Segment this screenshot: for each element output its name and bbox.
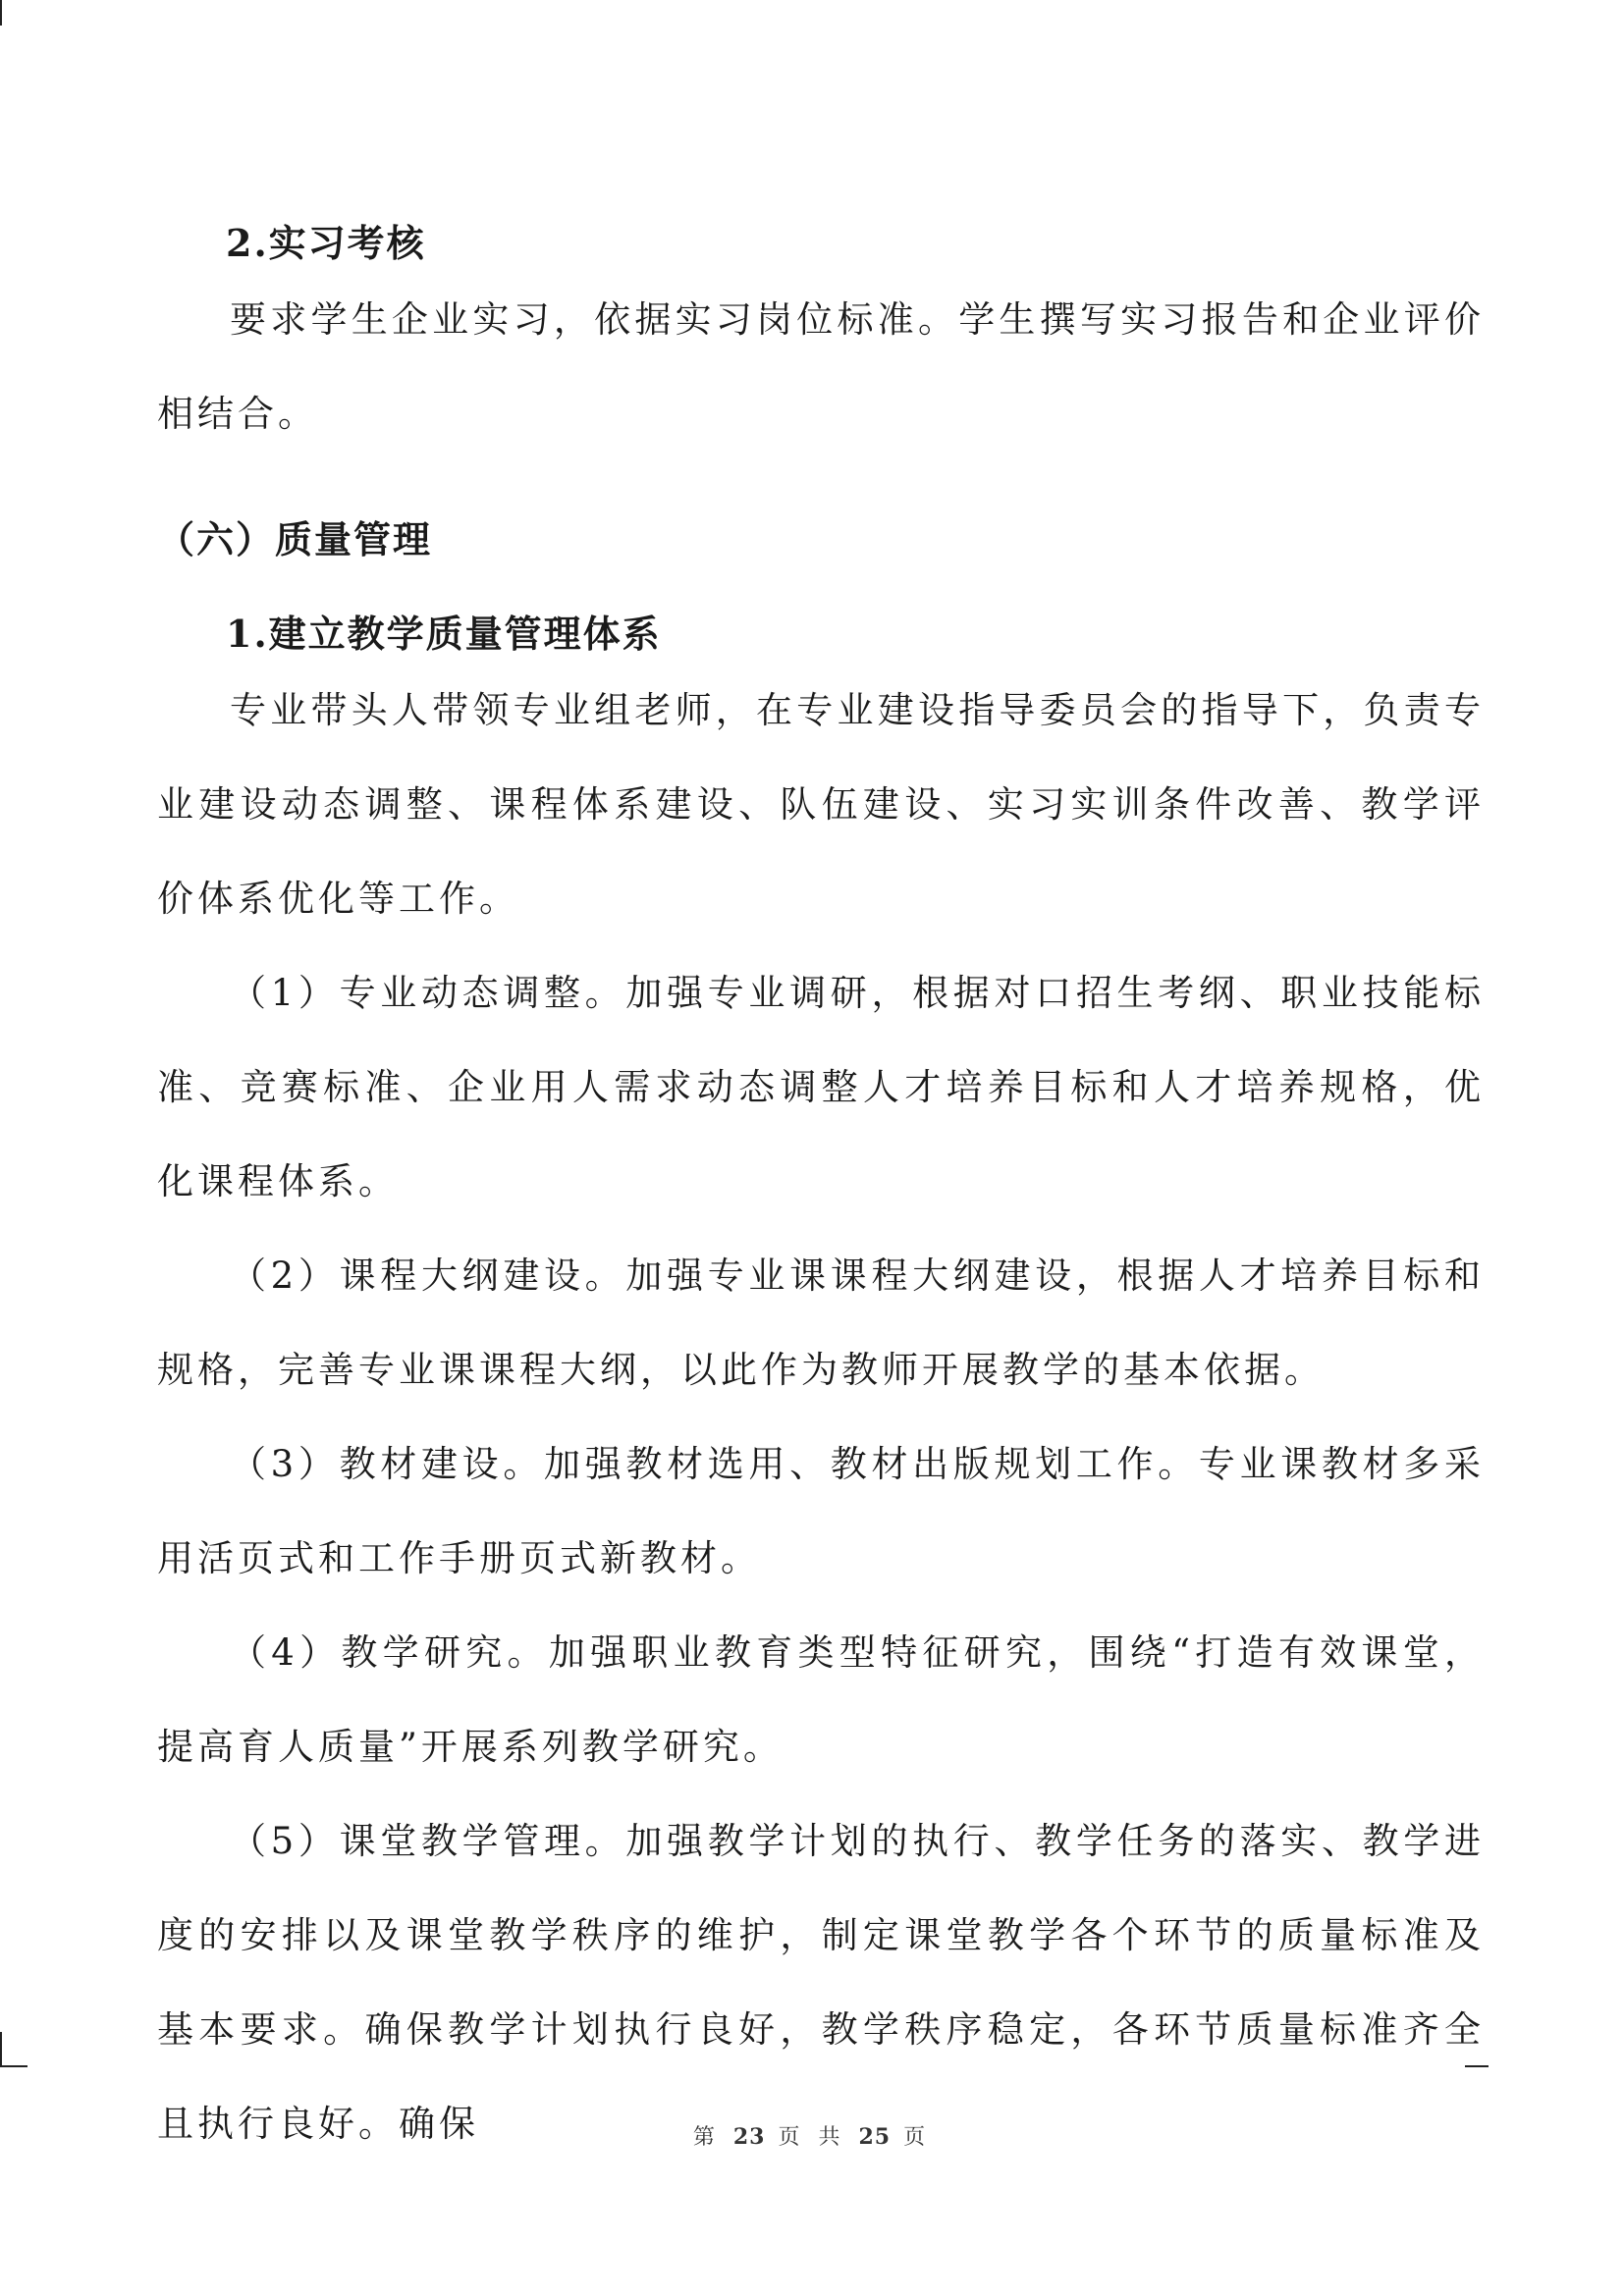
subheading-quality-system: 1.建立教学质量管理体系 <box>226 612 662 656</box>
subheading-internship-assessment: 2.实习考核 <box>226 221 426 265</box>
footer-prefix: 第 <box>692 2125 721 2150</box>
paragraph-item-2: （2）课程大纲建设。加强专业课课程大纲建设，根据人才培养目标和规格，完善专业课课程大纲，以此作为教师开展教学的基本依据。 <box>157 1255 1485 1391</box>
crop-mark-bottom-left-vertical <box>0 2032 2 2065</box>
crop-mark-bottom-right-horizontal <box>1465 2065 1489 2067</box>
crop-mark-bottom-left-horizontal <box>0 2065 27 2067</box>
page-footer <box>0 2120 1624 2151</box>
paragraph-item-5: （5）课堂教学管理。加强教学计划的执行、教学任务的落实、教学进度的安排以及课堂教学秩序的维护，制定课堂教学各个环节的质量标准及基本要求。确保教学计划执行良好，教学秩序稳定，各环节质量标准齐全且执行良好。确保 <box>157 1820 1485 2145</box>
footer-current-page: 23 <box>732 2124 766 2150</box>
paragraph-item-1: （1）专业动态调整。加强专业调研，根据对口招生考纲、职业技能标准、竞赛标准、企业用人需求动态调整人才培养目标和人才培养规格，优化课程体系。 <box>157 972 1485 1202</box>
page-content <box>157 214 1485 2171</box>
crop-mark-top-left-vertical <box>0 0 2 26</box>
paragraph-item-3: （3）教材建设。加强教材选用、教材出版规划工作。专业课教材多采用活页式和工作手册页式新教材。 <box>157 1443 1485 1579</box>
paragraph-leader-responsibilities: 专业带头人带领专业组老师，在专业建设指导委员会的指导下，负责专业建设动态调整、课程体系建设、队伍建设、实习实训条件改善、教学评价体系优化等工作。 <box>157 689 1485 920</box>
section-heading-quality-management: （六）质量管理 <box>157 517 433 561</box>
footer-middle: 页 共 <box>778 2125 846 2150</box>
footer-suffix: 页 <box>903 2125 932 2150</box>
footer-total-pages: 25 <box>858 2124 892 2150</box>
paragraph-internship-requirements: 要求学生企业实习，依据实习岗位标准。学生撰写实习报告和企业评价相结合。 <box>157 298 1485 435</box>
paragraph-item-4: （4）教学研究。加强职业教育类型特征研究，围绕“打造有效课堂，提高育人质量”开展系列教学研究。 <box>157 1631 1485 1768</box>
